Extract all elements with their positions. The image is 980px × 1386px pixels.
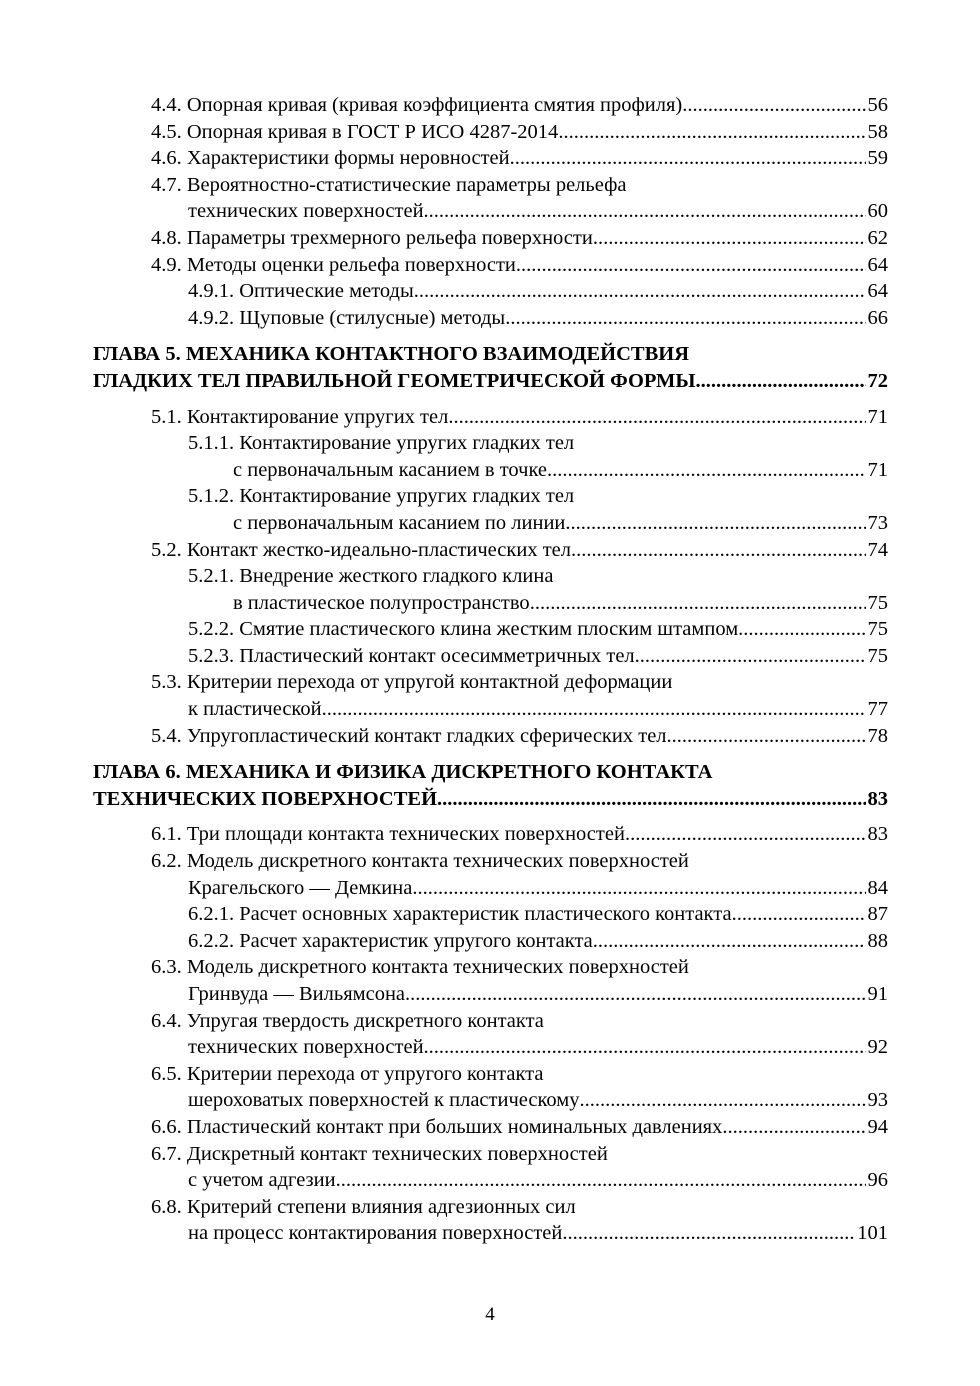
dot-leader bbox=[558, 119, 865, 146]
toc-entry-title: к пластической bbox=[188, 698, 322, 721]
dot-leader bbox=[593, 225, 866, 252]
toc-entry-title: ГЛАДКИХ ТЕЛ ПРАВИЛЬНОЙ ГЕОМЕТРИЧЕСКОЙ ФОРМЫ bbox=[93, 369, 696, 392]
toc-entry-line[interactable] bbox=[0, 92, 980, 119]
dot-leader bbox=[405, 981, 865, 1008]
toc-entry-title: на процесс контактирования поверхностей bbox=[188, 1222, 563, 1245]
toc-chapter-line[interactable] bbox=[0, 759, 980, 786]
toc-entry-title: 6.2.2. Расчет характеристик упругого контакта bbox=[188, 929, 593, 952]
toc-entry-line[interactable] bbox=[0, 848, 980, 875]
dot-leader bbox=[530, 590, 866, 617]
toc-entry-title: технических поверхностей bbox=[188, 200, 424, 223]
toc-entry-title: 6.8. Критерий степени влияния адгезионных сил bbox=[151, 1195, 576, 1218]
dot-leader bbox=[722, 1114, 865, 1141]
toc-entry-title: с первоначальным касанием по линии bbox=[233, 511, 566, 534]
toc-entry-line[interactable] bbox=[0, 430, 980, 457]
toc-entry-line[interactable] bbox=[0, 875, 980, 902]
toc-entry-line[interactable] bbox=[0, 198, 980, 225]
dot-leader bbox=[738, 616, 865, 643]
toc-page-number: 60 bbox=[867, 200, 888, 223]
toc-entry-title: ТЕХНИЧЕСКИХ ПОВЕРХНОСТЕЙ bbox=[93, 787, 438, 810]
toc-entry-line[interactable] bbox=[0, 225, 980, 252]
toc-entry-line[interactable] bbox=[0, 1194, 980, 1221]
toc-entry-line[interactable] bbox=[0, 1220, 980, 1247]
dot-leader bbox=[424, 198, 866, 225]
toc-entry-title: 6.4. Упругая твердость дискретного контакта bbox=[151, 1009, 544, 1032]
toc-page-number: 72 bbox=[867, 369, 888, 392]
toc-entry-line[interactable] bbox=[0, 457, 980, 484]
toc-page-number: 64 bbox=[867, 280, 888, 303]
toc-entry-line[interactable] bbox=[0, 643, 980, 670]
toc-entry-title: 5.2.2. Смятие пластического клина жестким плоским штампом bbox=[188, 618, 739, 641]
dot-leader bbox=[562, 1220, 855, 1247]
dot-leader bbox=[437, 786, 865, 813]
toc-page-number: 77 bbox=[867, 698, 888, 721]
toc-page-number: 83 bbox=[867, 787, 888, 810]
toc-page-number: 71 bbox=[867, 405, 888, 428]
toc-page-number: 75 bbox=[867, 591, 888, 614]
dot-leader bbox=[635, 643, 866, 670]
toc-entry-title: 4.9.2. Щуповые (стилусные) методы bbox=[188, 306, 506, 329]
toc-entry-line[interactable] bbox=[0, 172, 980, 199]
toc-entry-line[interactable] bbox=[0, 1008, 980, 1035]
toc-entry-title: 4.4. Опорная кривая (кривая коэффициента смятия профиля) bbox=[151, 94, 683, 116]
toc-chapter-line[interactable] bbox=[0, 368, 980, 395]
dot-leader bbox=[682, 92, 865, 119]
toc-entry-title: 6.1. Три площади контакта технических поверхностей bbox=[151, 823, 625, 846]
toc-entry-title: 6.7. Дискретный контакт технических поверхностей bbox=[151, 1142, 608, 1165]
dot-leader bbox=[579, 1087, 865, 1114]
dot-leader bbox=[516, 252, 866, 279]
toc-page-number: 101 bbox=[857, 1222, 888, 1245]
dot-leader bbox=[732, 901, 866, 928]
toc-entry-title: с первоначальным касанием в точке bbox=[233, 458, 547, 481]
toc-entry-line[interactable] bbox=[0, 901, 980, 928]
toc-entry-line[interactable] bbox=[0, 483, 980, 510]
toc-entry-line[interactable] bbox=[0, 1087, 980, 1114]
toc-entry-title: 4.7. Вероятностно-статистические параметры рельефа bbox=[151, 173, 627, 196]
dot-leader bbox=[547, 457, 866, 484]
toc-entry-line[interactable] bbox=[0, 119, 980, 146]
toc-page-number: 93 bbox=[867, 1089, 888, 1112]
toc-entry-line[interactable] bbox=[0, 821, 980, 848]
toc-page-number: 74 bbox=[867, 538, 888, 561]
toc-page-number: 62 bbox=[867, 226, 888, 249]
toc-page-number: 73 bbox=[867, 511, 888, 534]
page-number: 4 bbox=[485, 1304, 495, 1325]
toc-entry-line[interactable] bbox=[0, 928, 980, 955]
toc-entry-line[interactable] bbox=[0, 696, 980, 723]
toc-page-number: 75 bbox=[867, 618, 888, 641]
dot-leader bbox=[667, 723, 866, 750]
toc-entry-title: 5.2.3. Пластический контакт осесимметричных тел bbox=[188, 644, 635, 667]
toc-page-number: 71 bbox=[867, 458, 888, 481]
toc-entry-line[interactable] bbox=[0, 981, 980, 1008]
toc-entry-title: Гринвуда — Вильямсона bbox=[188, 983, 406, 1005]
toc-entry-line[interactable] bbox=[0, 1114, 980, 1141]
toc-page-number: 58 bbox=[867, 120, 888, 143]
dot-leader bbox=[322, 696, 866, 723]
toc-entry-line[interactable] bbox=[0, 954, 980, 981]
toc-page-number: 84 bbox=[867, 876, 888, 899]
toc-entry-title: 5.1.2. Контактирование упругих гладких тел bbox=[188, 485, 575, 508]
table-of-contents bbox=[0, 92, 980, 1247]
toc-entry-title: 6.2.1. Расчет основных характеристик пластического контакта bbox=[188, 903, 732, 926]
dot-leader bbox=[414, 278, 866, 305]
toc-entry-line[interactable] bbox=[0, 590, 980, 617]
dot-leader bbox=[625, 821, 866, 848]
dot-leader bbox=[510, 145, 866, 172]
toc-entry-title: 5.1. Контактирование упругих тел bbox=[151, 405, 449, 428]
toc-entry-title: 5.3. Критерии перехода от упругой контактной деформации bbox=[151, 671, 673, 694]
dot-leader bbox=[424, 1034, 866, 1061]
toc-page-number: 91 bbox=[867, 983, 888, 1005]
toc-entry-line[interactable] bbox=[0, 252, 980, 279]
toc-entry-title: в пластическое полупространство bbox=[233, 591, 530, 614]
toc-entry-line[interactable] bbox=[0, 1141, 980, 1168]
toc-entry-title: 6.3. Модель дискретного контакта технических поверхностей bbox=[151, 956, 689, 979]
toc-entry-title: Крагельского — Демкина bbox=[188, 876, 413, 899]
toc-entry-title: 5.2.1. Внедрение жесткого гладкого клина bbox=[188, 565, 554, 588]
toc-entry-line[interactable] bbox=[0, 537, 980, 564]
toc-page-number: 88 bbox=[867, 929, 888, 952]
toc-entry-line[interactable] bbox=[0, 563, 980, 590]
toc-page-number: 78 bbox=[867, 724, 888, 747]
toc-entry-line[interactable] bbox=[0, 305, 980, 332]
toc-page-number: 64 bbox=[867, 253, 888, 276]
dot-leader bbox=[412, 875, 865, 902]
toc-chapter-line[interactable] bbox=[0, 341, 980, 368]
toc-entry-title: ГЛАВА 6. МЕХАНИКА И ФИЗИКА ДИСКРЕТНОГО КОНТАКТА bbox=[93, 761, 713, 784]
toc-entry-title: 5.2. Контакт жестко-идеально-пластических тел bbox=[151, 538, 571, 561]
toc-page-number: 92 bbox=[867, 1036, 888, 1059]
toc-entry-line[interactable] bbox=[0, 669, 980, 696]
toc-entry-line[interactable] bbox=[0, 616, 980, 643]
toc-chapter-line[interactable] bbox=[0, 786, 980, 813]
toc-entry-title: технических поверхностей bbox=[188, 1036, 424, 1059]
toc-page-number: 96 bbox=[867, 1169, 888, 1192]
toc-entry-line[interactable] bbox=[0, 404, 980, 431]
toc-page-number: 59 bbox=[867, 147, 888, 170]
toc-entry-title: 4.9. Методы оценки рельефа поверхности bbox=[151, 253, 516, 276]
dot-leader bbox=[505, 305, 865, 332]
toc-entry-title: 4.6. Характеристики формы неровностей bbox=[151, 147, 510, 170]
toc-entry-line[interactable] bbox=[0, 278, 980, 305]
toc-entry-title: шероховатых поверхностей к пластическому bbox=[188, 1089, 580, 1112]
toc-entry-title: 4.9.1. Оптические методы bbox=[188, 280, 414, 303]
toc-page-number: 75 bbox=[867, 644, 888, 667]
toc-entry-title: с учетом адгезии bbox=[188, 1169, 336, 1192]
toc-entry-title: 6.6. Пластический контакт при больших номинальных давлениях bbox=[151, 1115, 723, 1138]
toc-entry-title: 5.4. Упругопластический контакт гладких сферических тел bbox=[151, 724, 667, 747]
toc-entry-line[interactable] bbox=[0, 1167, 980, 1194]
toc-entry-title: 4.8. Параметры трехмерного рельефа поверхности bbox=[151, 226, 593, 249]
dot-leader bbox=[696, 368, 866, 395]
toc-entry-title: 6.2. Модель дискретного контакта технических поверхностей bbox=[151, 850, 689, 873]
toc-page-number: 87 bbox=[867, 903, 888, 926]
toc-entry-line[interactable] bbox=[0, 145, 980, 172]
toc-entry-line[interactable] bbox=[0, 1034, 980, 1061]
toc-page-number: 94 bbox=[867, 1115, 888, 1138]
toc-page-number: 56 bbox=[867, 94, 888, 116]
dot-leader bbox=[565, 510, 865, 537]
toc-entry-title: ГЛАВА 5. МЕХАНИКА КОНТАКТНОГО ВЗАИМОДЕЙСТВИЯ bbox=[93, 343, 690, 366]
toc-page-number: 83 bbox=[867, 823, 888, 846]
toc-entry-line[interactable] bbox=[0, 723, 980, 750]
toc-entry-title: 6.5. Критерии перехода от упругого контакта bbox=[151, 1062, 544, 1085]
dot-leader bbox=[448, 404, 865, 431]
toc-entry-title: 5.1.1. Контактирование упругих гладких тел bbox=[188, 432, 575, 455]
toc-entry-title: 4.5. Опорная кривая в ГОСТ Р ИСО 4287-2014 bbox=[151, 120, 559, 143]
dot-leader bbox=[571, 537, 866, 564]
toc-page-number: 66 bbox=[867, 306, 888, 329]
toc-entry-line[interactable] bbox=[0, 1061, 980, 1088]
dot-leader bbox=[336, 1167, 866, 1194]
dot-leader bbox=[593, 928, 866, 955]
toc-entry-line[interactable] bbox=[0, 510, 980, 537]
